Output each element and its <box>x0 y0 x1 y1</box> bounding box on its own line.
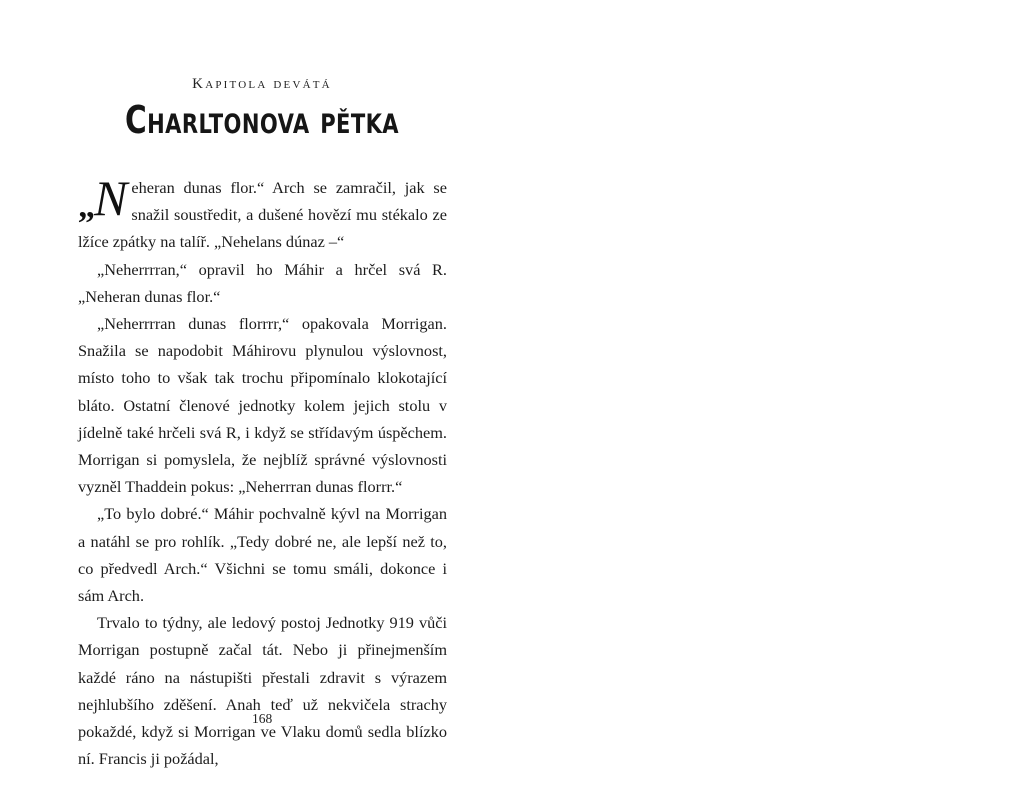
drop-cap-quote: „ <box>78 188 95 225</box>
chapter-title: Charltonova pětka <box>125 98 399 142</box>
right-page <box>512 0 1024 768</box>
paragraph <box>78 170 447 256</box>
paragraph: „Neherrrran,“ opravil ho Máhir a hrčel svá R. „Neheran dunas flor.“ <box>78 259 447 306</box>
page-number: 168 <box>252 711 273 726</box>
paragraph: „Neherrrran dunas florrrr,“ opakovala Morrigan. Snažila se napodobit Máhirovu plynulou výslovnost, místo toho to však tak trochu připomínalo klokotající bláto. Ostatní členové jednotky kolem jejich stolu v jídelně také hrčeli svá R, i když se střídavým úspěchem. Morrigan si pomyslela, že nejblíž správné výslovnosti vyzněl Thaddein pokus: „Neherrran dunas florrr.“ <box>78 314 447 497</box>
left-page <box>0 0 512 768</box>
paragraph: Trvalo to týdny, ale ledový postoj Jednotky 919 vůči Morrigan postupně začal tát. Nebo ji přinejmenším každé ráno na nástupišti přestali zdravit s výrazem nejhlubšího zděšení. Anah teď už nekvičela strachy pokaždé, když si Morrigan ve Vlaku domů sedla blízko ní. Francis ji požádal, <box>78 613 447 769</box>
left-page-body <box>78 170 447 772</box>
paragraph-text: eheran dunas flor.“ Arch se zamračil, jak se snažil soustředit, a dušené hovězí mu stékalo ze lžíce zpátky na talíř. „Nehelans dúnaz –“ <box>78 178 447 252</box>
drop-cap-letter: N <box>94 170 128 226</box>
paragraph: „To bylo dobré.“ Máhir pochvalně kývl na Morrigan a natáhl se pro rohlík. „Tedy dobré ne, ale lepší než to, co předvedl Arch.“ Všichni se tomu smáli, dokonce i sám Arch. <box>78 504 447 606</box>
chapter-label: Kapitola devátá <box>192 76 332 92</box>
drop-cap <box>78 170 128 227</box>
